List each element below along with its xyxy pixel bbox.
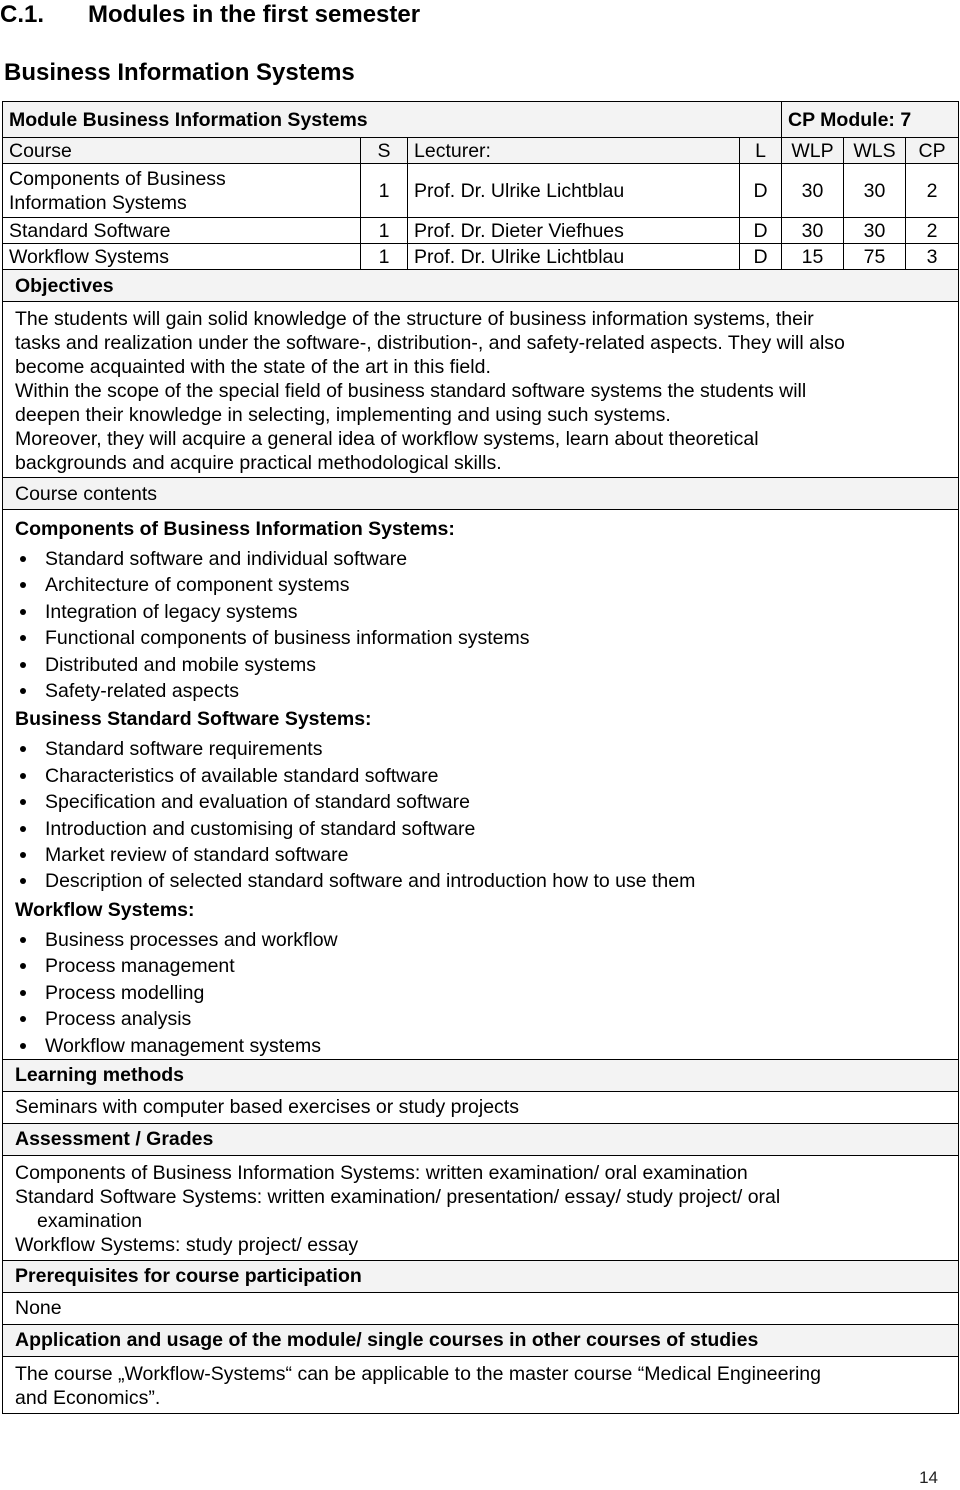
learning-text: Seminars with computer based exercises or study projects xyxy=(3,1091,959,1123)
contents-group-title: Components of Business Information Systems: xyxy=(15,518,455,540)
prerequisites-body-row xyxy=(3,1292,959,1324)
list-item: Standard software and individual software xyxy=(45,546,946,572)
application-line: The course „Workflow-Systems“ can be applicable to the master course “Medical Engineering xyxy=(15,1362,821,1385)
contents-list xyxy=(15,546,946,704)
course-name: Standard Software xyxy=(3,218,361,244)
course-lecturer: Prof. Dr. Ulrike Lichtblau xyxy=(408,164,740,218)
col-wlp: WLP xyxy=(782,138,844,164)
course-name xyxy=(3,164,361,218)
assessment-body-row xyxy=(3,1155,959,1260)
course-wlp: 15 xyxy=(782,244,844,270)
course-wlp: 30 xyxy=(782,164,844,218)
contents-group-title: Workflow Systems: xyxy=(15,898,195,921)
objectives-line: deepen their knowledge in selecting, implementing and using such systems. xyxy=(15,404,671,426)
course-s: 1 xyxy=(361,164,408,218)
assessment-line: Standard Software Systems: written examination/ presentation/ essay/ study project/ oral xyxy=(15,1185,781,1208)
objectives-header-row xyxy=(3,270,959,302)
objectives-line: The students will gain solid knowledge of the structure of business information systems, their xyxy=(15,308,814,330)
contents-title: Course contents xyxy=(3,478,959,510)
list-item: Functional components of business information systems xyxy=(45,625,946,651)
assessment-header-row xyxy=(3,1123,959,1155)
application-title: Application and usage of the module/ single courses in other courses of studies xyxy=(3,1324,959,1356)
assessment-line: examination xyxy=(37,1209,143,1232)
list-item: Process modelling xyxy=(45,980,946,1006)
assessment-line: Workflow Systems: study project/ essay xyxy=(15,1233,359,1256)
list-item: Distributed and mobile systems xyxy=(45,652,946,678)
list-item: Characteristics of available standard software xyxy=(45,763,946,789)
module-table xyxy=(2,101,959,1414)
course-s: 1 xyxy=(361,218,408,244)
list-item: Introduction and customising of standard software xyxy=(45,816,946,842)
list-item: Business processes and workflow xyxy=(45,927,946,953)
column-header-row xyxy=(3,138,959,164)
course-wls: 30 xyxy=(844,164,906,218)
course-row xyxy=(3,218,959,244)
objectives-title: Objectives xyxy=(3,270,959,302)
list-item: Market review of standard software xyxy=(45,842,946,868)
list-item: Integration of legacy systems xyxy=(45,599,946,625)
list-item: Description of selected standard software and introduction how to use them xyxy=(45,868,946,894)
col-cp: CP xyxy=(906,138,959,164)
course-s: 1 xyxy=(361,244,408,270)
course-cp: 3 xyxy=(906,244,959,270)
course-wls: 75 xyxy=(844,244,906,270)
module-heading: Business Information Systems xyxy=(4,59,355,86)
contents-header-row xyxy=(3,478,959,510)
contents-body-row xyxy=(3,510,959,1060)
objectives-line: Moreover, they will acquire a general idea of workflow systems, learn about theoretical xyxy=(15,428,759,450)
list-item: Process analysis xyxy=(45,1006,946,1032)
course-name-line: Components of Business xyxy=(9,167,226,190)
objectives-body-row xyxy=(3,302,959,478)
module-name: Module Business Information Systems xyxy=(3,102,782,138)
col-wls: WLS xyxy=(844,138,906,164)
course-row xyxy=(3,244,959,270)
contents-group-title: Business Standard Software Systems: xyxy=(15,708,372,731)
contents-body xyxy=(3,510,959,1060)
section-heading xyxy=(0,0,420,30)
objectives-line: become acquainted with the state of the art in this field. xyxy=(15,356,491,378)
course-name-line: Information Systems xyxy=(9,191,187,214)
module-header-row xyxy=(3,102,959,138)
course-wls: 30 xyxy=(844,218,906,244)
list-item: Process management xyxy=(45,953,946,979)
list-item: Workflow management systems xyxy=(45,1033,946,1059)
application-body-row xyxy=(3,1356,959,1413)
learning-title: Learning methods xyxy=(3,1059,959,1091)
contents-list xyxy=(15,736,946,894)
learning-body-row xyxy=(3,1091,959,1123)
col-l: L xyxy=(740,138,782,164)
assessment-body xyxy=(3,1155,959,1260)
application-header-row xyxy=(3,1324,959,1356)
col-course: Course xyxy=(3,138,361,164)
objectives-line: tasks and realization under the software-, distribution-, and safety-related aspects. They will also xyxy=(15,332,845,354)
objectives-line: backgrounds and acquire practical methodological skills. xyxy=(15,452,502,474)
col-s: S xyxy=(361,138,408,164)
list-item: Architecture of component systems xyxy=(45,572,946,598)
assessment-line: Components of Business Information Systems: written examination/ oral examination xyxy=(15,1161,748,1184)
objectives-text xyxy=(3,302,959,478)
course-lecturer: Prof. Dr. Ulrike Lichtblau xyxy=(408,244,740,270)
course-lecturer: Prof. Dr. Dieter Viefhues xyxy=(408,218,740,244)
course-l: D xyxy=(740,218,782,244)
course-cp: 2 xyxy=(906,218,959,244)
list-item: Safety-related aspects xyxy=(45,678,946,704)
course-name: Workflow Systems xyxy=(3,244,361,270)
prerequisites-title: Prerequisites for course participation xyxy=(3,1260,959,1292)
list-item: Specification and evaluation of standard software xyxy=(45,789,946,815)
course-cp: 2 xyxy=(906,164,959,218)
application-body xyxy=(3,1356,959,1413)
page-number: 14 xyxy=(919,1468,938,1487)
col-lecturer: Lecturer: xyxy=(408,138,740,164)
learning-header-row xyxy=(3,1059,959,1091)
prerequisites-text: None xyxy=(3,1292,959,1324)
course-row xyxy=(3,164,959,218)
course-l: D xyxy=(740,164,782,218)
assessment-title: Assessment / Grades xyxy=(3,1123,959,1155)
prerequisites-header-row xyxy=(3,1260,959,1292)
course-l: D xyxy=(740,244,782,270)
objectives-line: Within the scope of the special field of business standard software systems the students will xyxy=(15,380,807,402)
course-wlp: 30 xyxy=(782,218,844,244)
section-title: Modules in the first semester xyxy=(88,1,421,28)
list-item: Standard software requirements xyxy=(45,736,946,762)
application-line: and Economics”. xyxy=(15,1386,161,1409)
contents-list xyxy=(15,927,946,1059)
module-cp: CP Module: 7 xyxy=(782,102,959,138)
section-number: C.1. xyxy=(0,1,45,28)
